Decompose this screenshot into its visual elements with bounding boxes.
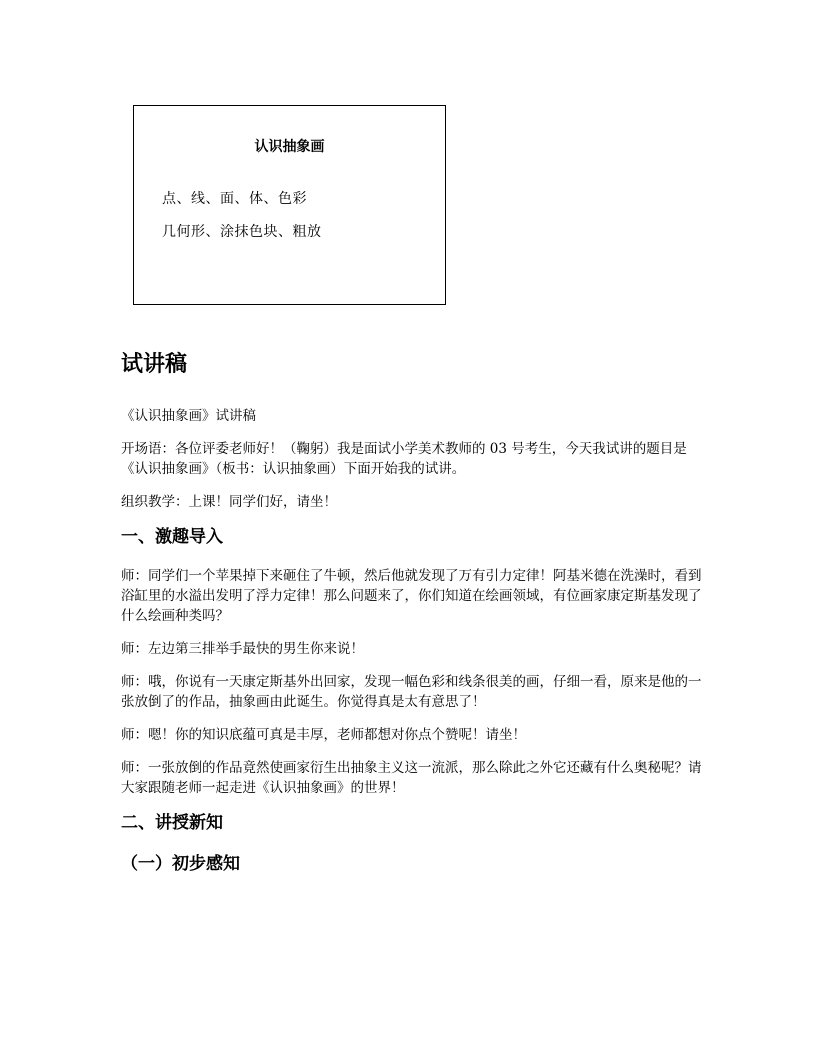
- document-subtitle: 《认识抽象画》试讲稿: [121, 408, 256, 424]
- organize-paragraph: 组织教学：上课！同学们好，请坐！: [121, 494, 337, 510]
- board-title: 认识抽象画: [254, 139, 325, 155]
- subsection-heading-1: （一）初步感知: [121, 854, 240, 874]
- section1-paragraph: 师：左边第三排举手最快的男生你来说！: [121, 641, 364, 657]
- opening-paragraph: 开场语：各位评委老师好！（鞠躬）我是面试小学美术教师的 03 号考生，今天我试讲的题目是《认识抽象画》（板书：认识抽象画）下面开始我的试讲。: [121, 441, 687, 477]
- section1-paragraph: 师：嗯！你的知识底蕴可真是丰厚，老师都想对你点个赞呢！请坐！: [121, 727, 526, 743]
- board-line-2: 几何形、涂抹色块、粗放: [162, 224, 322, 240]
- document-title: 试讲稿: [121, 352, 188, 377]
- blackboard-box: [133, 105, 446, 305]
- section-heading-2: 二、讲授新知: [121, 813, 223, 833]
- board-line-1: 点、线、面、体、色彩: [162, 191, 307, 207]
- document-body: [121, 348, 711, 876]
- section1-paragraph: 师：哦，你说有一天康定斯基外出回家，发现一幅色彩和线条很美的画，仔细一看，原来是他的一张放倒了的作品，抽象画由此诞生。你觉得真是太有意思了！: [121, 674, 702, 710]
- section1-paragraph: 师：一张放倒的作品竟然使画家衍生出抽象主义这一流派，那么除此之外它还藏有什么奥秘呢？请大家跟随老师一起走进《认识抽象画》的世界！: [121, 760, 702, 796]
- section1-paragraph: 师：同学们一个苹果掉下来砸住了牛顿，然后他就发现了万有引力定律！阿基米德在洗澡时，看到浴缸里的水溢出发明了浮力定律！那么问题来了，你们知道在绘画领域，有位画家康定斯基发现了什么绘画种类吗？: [121, 568, 702, 624]
- section-heading-1: 一、激趣导入: [121, 527, 223, 547]
